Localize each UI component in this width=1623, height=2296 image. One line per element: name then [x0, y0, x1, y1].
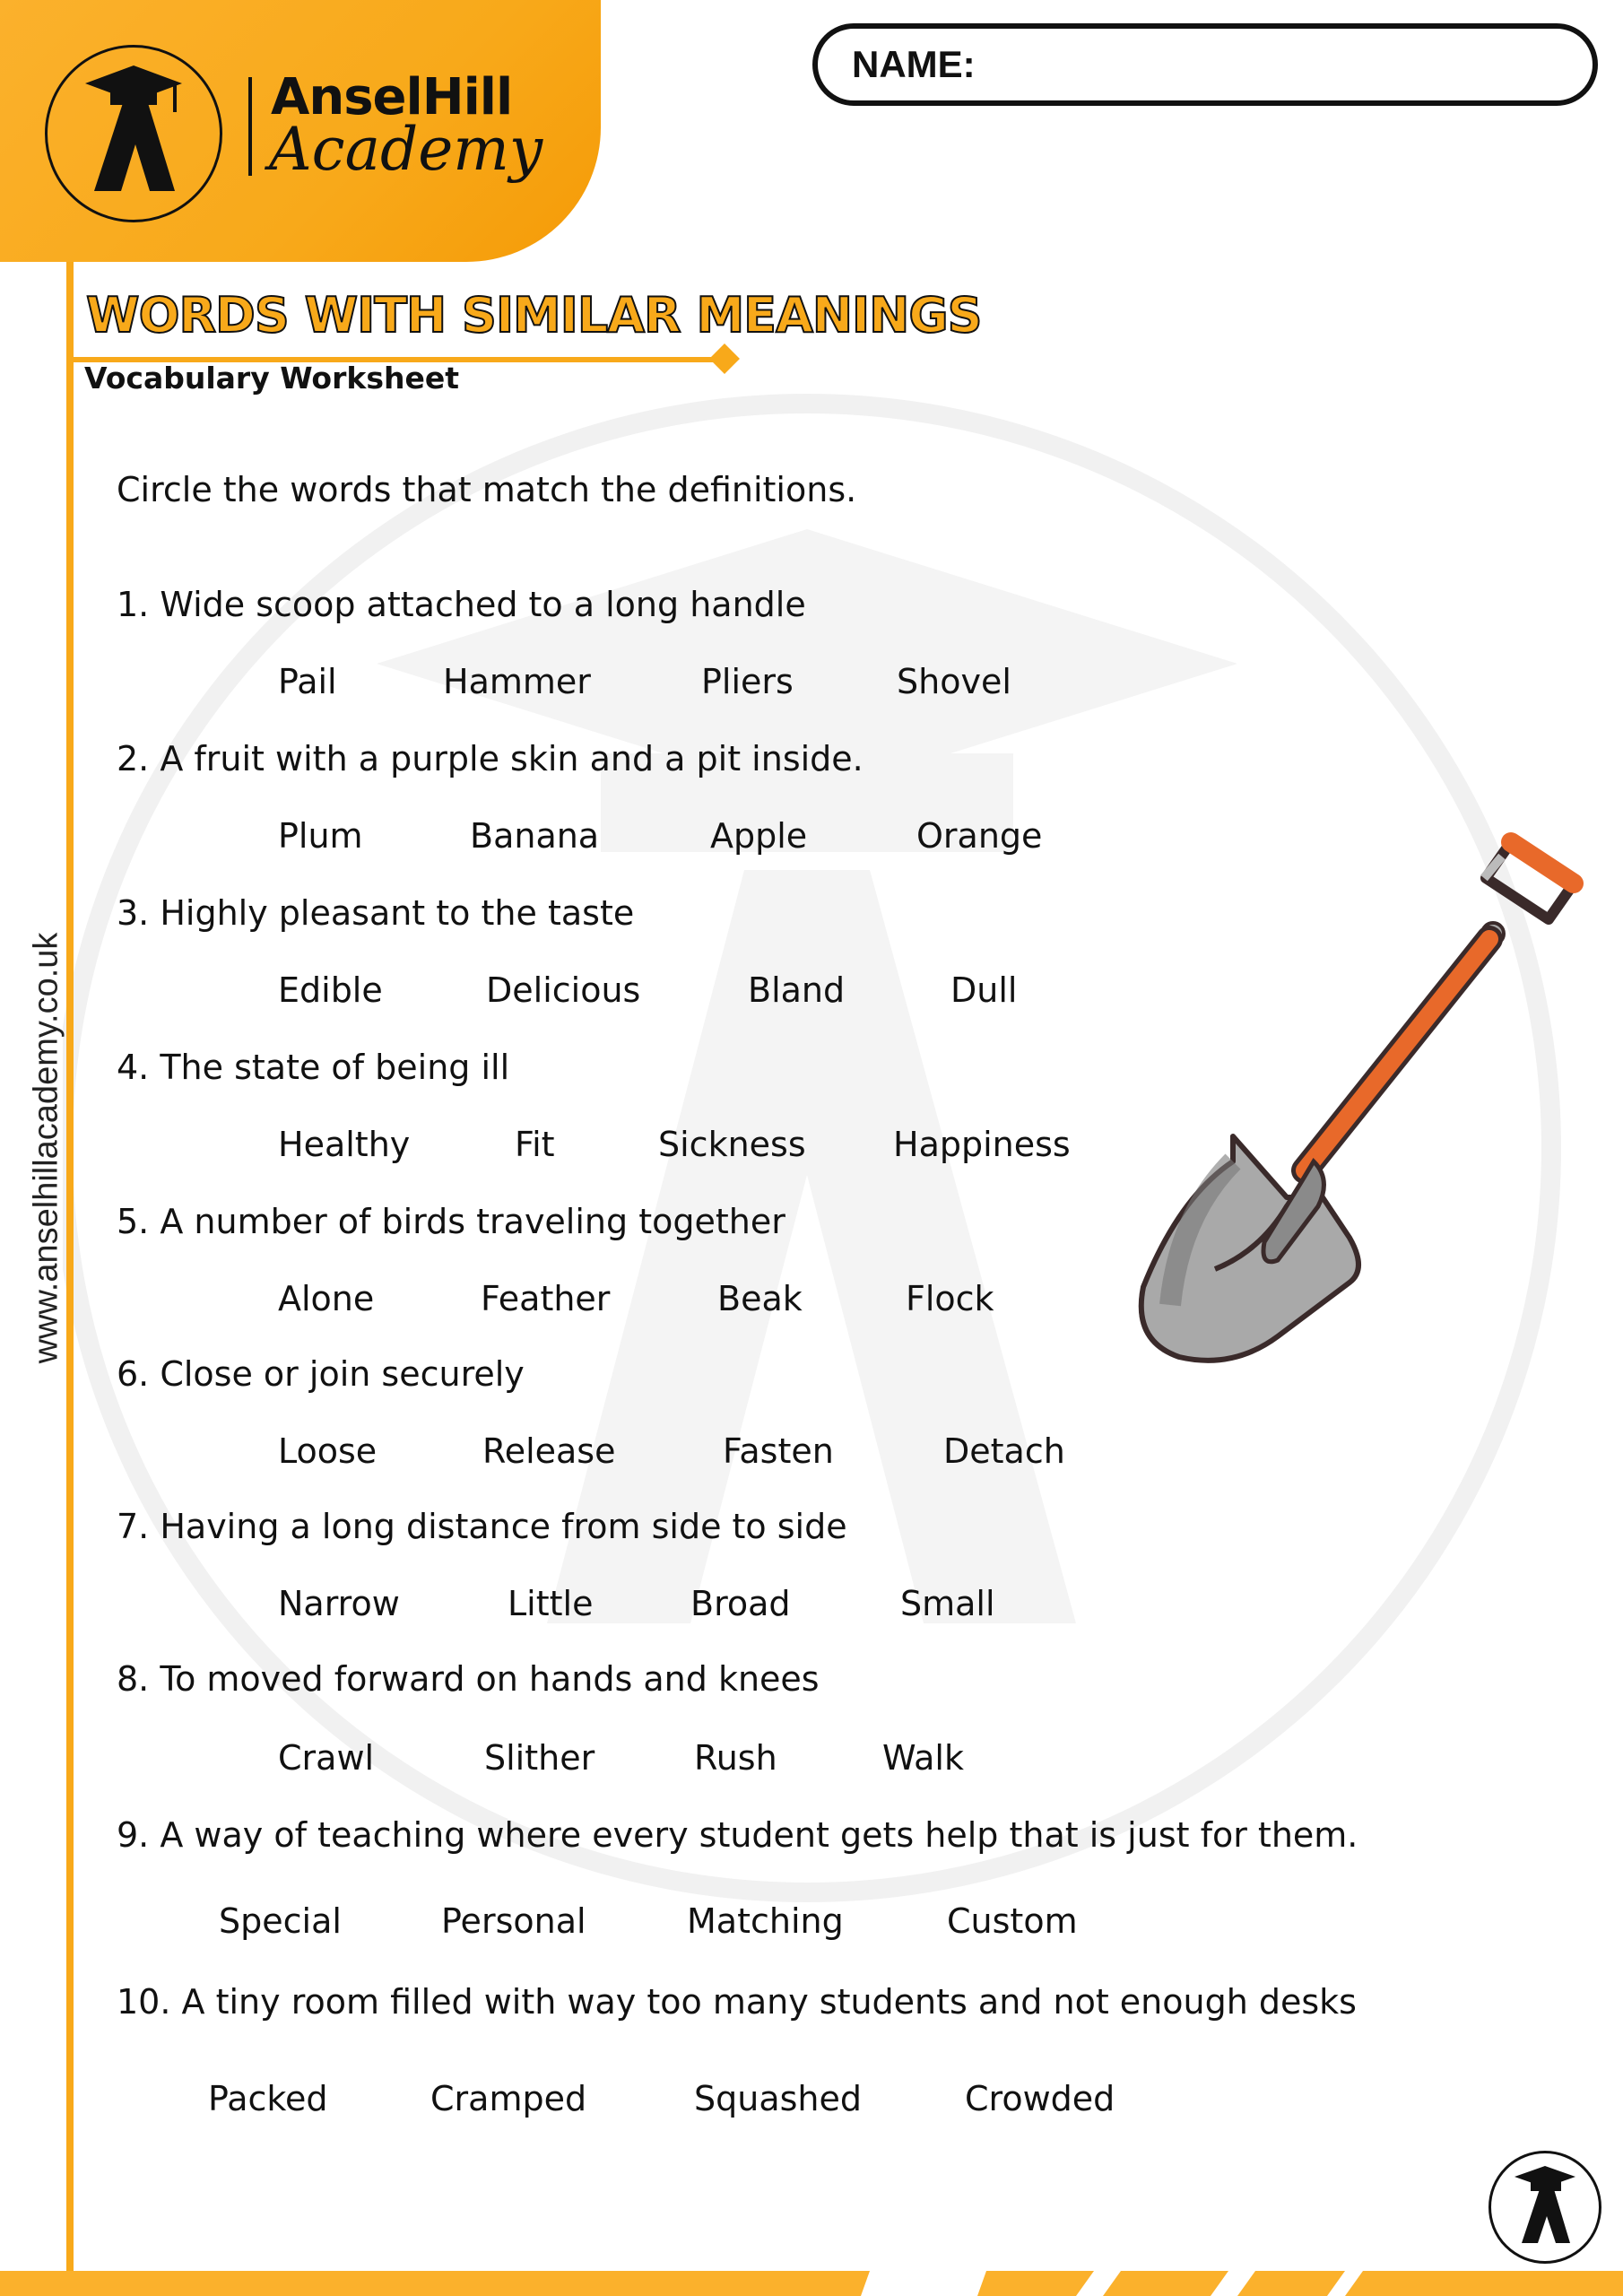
worksheet-subtitle: Vocabulary Worksheet	[84, 361, 459, 396]
option-3-2[interactable]: Delicious	[486, 970, 641, 1010]
bottom-stripes	[807, 2271, 1623, 2296]
option-4-4[interactable]: Happiness	[893, 1125, 1071, 1164]
logo-emblem-icon	[45, 45, 222, 222]
logo-badge	[0, 0, 601, 262]
shovel-illustration	[1125, 821, 1610, 1368]
website-url: www.anselhillacademy.co.uk	[27, 932, 65, 1364]
option-5-4[interactable]: Flock	[906, 1279, 994, 1318]
option-9-3[interactable]: Matching	[687, 1901, 844, 1941]
question-1: 1. Wide scoop attached to a long handle	[117, 585, 806, 624]
option-2-3[interactable]: Apple	[710, 816, 808, 856]
option-9-1[interactable]: Special	[219, 1901, 342, 1941]
option-7-4[interactable]: Small	[900, 1584, 995, 1623]
option-1-3[interactable]: Pliers	[701, 662, 794, 701]
question-3: 3. Highly pleasant to the taste	[117, 893, 635, 933]
option-10-3[interactable]: Squashed	[694, 2079, 862, 2118]
option-6-1[interactable]: Loose	[278, 1431, 378, 1471]
name-field[interactable]	[812, 23, 1598, 106]
question-10: 10. A tiny room filled with way too many students and not enough desks	[117, 1982, 1357, 2022]
question-2: 2. A fruit with a purple skin and a pit inside.	[117, 739, 864, 778]
name-label: NAME:	[852, 43, 976, 85]
option-2-4[interactable]: Orange	[916, 816, 1043, 856]
option-2-2[interactable]: Banana	[470, 816, 600, 856]
option-6-4[interactable]: Detach	[943, 1431, 1065, 1471]
option-3-3[interactable]: Bland	[748, 970, 846, 1010]
option-3-1[interactable]: Edible	[278, 970, 383, 1010]
corner-logo-icon	[1488, 2151, 1601, 2264]
logo-name: AnselHill	[271, 68, 513, 126]
left-accent-bar	[66, 262, 74, 2296]
option-10-1[interactable]: Packed	[208, 2079, 328, 2118]
logo-subname: Academy	[269, 115, 543, 184]
option-1-1[interactable]: Pail	[278, 662, 337, 701]
question-4: 4. The state of being ill	[117, 1048, 510, 1087]
question-5: 5. A number of birds traveling together	[117, 1202, 785, 1241]
option-7-2[interactable]: Little	[508, 1584, 594, 1623]
option-4-1[interactable]: Healthy	[278, 1125, 411, 1164]
option-8-1[interactable]: Crawl	[278, 1738, 375, 1778]
option-1-4[interactable]: Shovel	[897, 662, 1011, 701]
option-6-2[interactable]: Release	[482, 1431, 616, 1471]
question-9: 9. A way of teaching where every student gets help that is just for them.	[117, 1815, 1358, 1855]
option-1-2[interactable]: Hammer	[443, 662, 591, 701]
option-7-3[interactable]: Broad	[690, 1584, 791, 1623]
option-4-3[interactable]: Sickness	[658, 1125, 806, 1164]
question-8: 8. To moved forward on hands and knees	[117, 1659, 820, 1699]
option-9-4[interactable]: Custom	[947, 1901, 1078, 1941]
option-10-4[interactable]: Crowded	[965, 2079, 1115, 2118]
question-7: 7. Having a long distance from side to side	[117, 1507, 847, 1546]
option-5-1[interactable]: Alone	[278, 1279, 375, 1318]
option-9-2[interactable]: Personal	[441, 1901, 586, 1941]
option-10-2[interactable]: Cramped	[430, 2079, 587, 2118]
option-3-4[interactable]: Dull	[950, 970, 1018, 1010]
option-6-3[interactable]: Fasten	[723, 1431, 834, 1471]
option-7-1[interactable]: Narrow	[278, 1584, 400, 1623]
question-6: 6. Close or join securely	[117, 1354, 525, 1394]
option-2-1[interactable]: Plum	[278, 816, 363, 856]
option-8-3[interactable]: Rush	[694, 1738, 777, 1778]
option-5-2[interactable]: Feather	[481, 1279, 611, 1318]
worksheet-title: WORDS WITH SIMILAR MEANINGS	[86, 287, 982, 344]
logo-divider	[248, 77, 252, 176]
option-8-2[interactable]: Slither	[484, 1738, 595, 1778]
option-5-3[interactable]: Beak	[717, 1279, 803, 1318]
instructions: Circle the words that match the definitions.	[117, 470, 857, 509]
option-8-4[interactable]: Walk	[882, 1738, 964, 1778]
option-4-2[interactable]: Fit	[515, 1125, 555, 1164]
